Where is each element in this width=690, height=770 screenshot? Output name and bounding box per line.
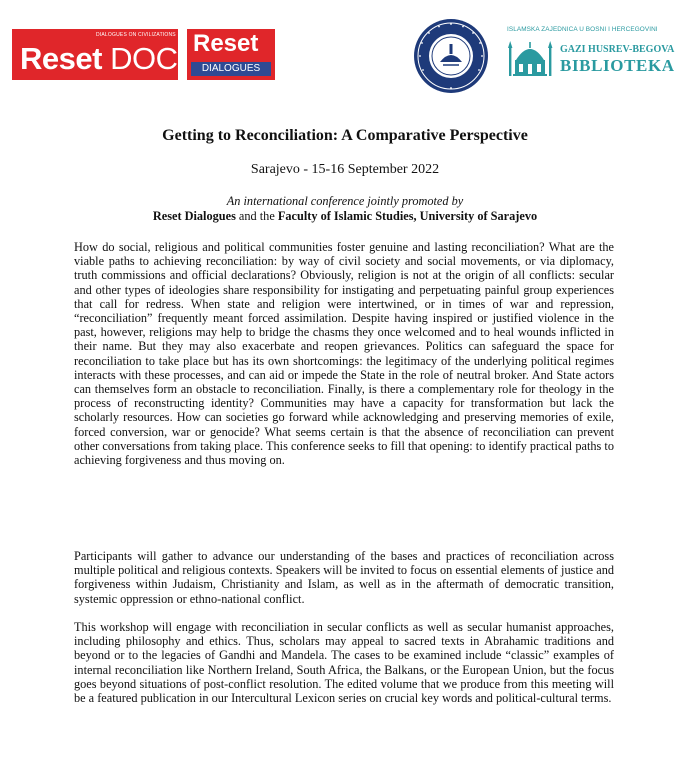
reset-dialogues-reset: Reset	[193, 30, 259, 57]
logo-bar	[0, 0, 690, 100]
gh-top-text: ISLAMSKA ZAJEDNICA U BOSNI I HERCEGOVINI	[507, 26, 658, 33]
org-faculty: Faculty of Islamic Studies, University of Sarajevo	[277, 209, 538, 223]
resetdoc-reset: Reset	[20, 41, 102, 76]
paragraph-1: How do social, religious and political communities foster genuine and lasting reconciliation? What are the viable paths to achieving reconciliation: by way of civil society and social movements, or via diplomacy, truth commissions and official declarations? Obviously, religion is not at the origin of all conflicts: secular and other types of ideologies share responsibility for instigating and perpetuating painful group experiences that call for redress. When state and religion were intertwined, or in times of war and repression, “reconciliation” frequently meant forced assimilation. Despite having inspired or justified violence in the past, however, religions may help to bridge the chasms they once welcomed and to heal wounds inflicted in their name. But they may also exacerbate and reopen grievances. Politics can safeguard the space for reconciliation to take place but has its own shortcomings: the legitimacy of the underlying political regimes interacts with these processes, and can aid or impede the State in the role of neutral broker. And State actors can themselves form an obstacle to reconciliation. Finally, is there a complementary role for theology in the process of reconstructing identity? Communities may have a capacity for transformation but lack the scholarly resources. How can societies go forward while acknowledging and preserving memories of exile, forced conversion, war or genocide? What seems certain is that the absence of reconciliation can prevent other conversations from taking place. This conference seeks to fill that opening: to identify practical paths to achieving forgiveness and thus moving on.	[74, 240, 614, 468]
paragraph-2: Participants will gather to advance our understanding of the bases and practices of reconciliation across multiple political and religious contexts. Speakers will be invited to focus on essential elements of justice and forgiveness within Judaism, Christianity and Islam, as well as in the aftermath of democratic transition, systemic oppression or ethno-national conflict.	[74, 549, 614, 606]
intro-and: and the	[235, 209, 278, 223]
resetdoc-wordmark	[20, 41, 177, 77]
reset-dialogues-logo	[187, 29, 275, 80]
resetdoc-tagline: DIALOGUES ON CIVILIZATIONS	[96, 32, 176, 38]
intro-orgs	[153, 209, 537, 223]
faculty-seal-icon	[413, 18, 489, 94]
gh-name-text: GAZI HUSREV-BEGOVA	[560, 44, 675, 55]
intro-block	[0, 194, 690, 224]
org-reset-dialogues: Reset Dialogues	[152, 209, 236, 223]
reset-dialogues-strip: DIALOGUES	[191, 62, 271, 76]
resetdoc-logo	[12, 29, 178, 80]
gh-biblioteka-text: BIBLIOTEKA	[560, 56, 675, 75]
paragraph-3: This workshop will engage with reconciliation in secular conflicts as well as secular humanist approaches, including philosophy and ethics. Thus, scholars may appeal to sacred texts in Abrahamic traditions and beyond or to the legacies of Gandhi and Mandela. The cases to be examined include “classic” examples of internal reconciliation like Northern Ireland, South Africa, the Balkans, or the European Union, but the focus goes beyond situations of post-conflict resolution. The edited volume that we produce from this meeting will be a featured publication in our Intercultural Lexicon series on crucial key words and political-cultural terms.	[74, 620, 614, 706]
resetdoc-doc: DOC	[110, 41, 178, 76]
page-title: Getting to Reconciliation: A Comparative Perspective	[162, 127, 528, 144]
event-date: Sarajevo - 15-16 September 2022	[250, 162, 440, 177]
intro-line: An international conference jointly promoted by	[226, 194, 464, 208]
